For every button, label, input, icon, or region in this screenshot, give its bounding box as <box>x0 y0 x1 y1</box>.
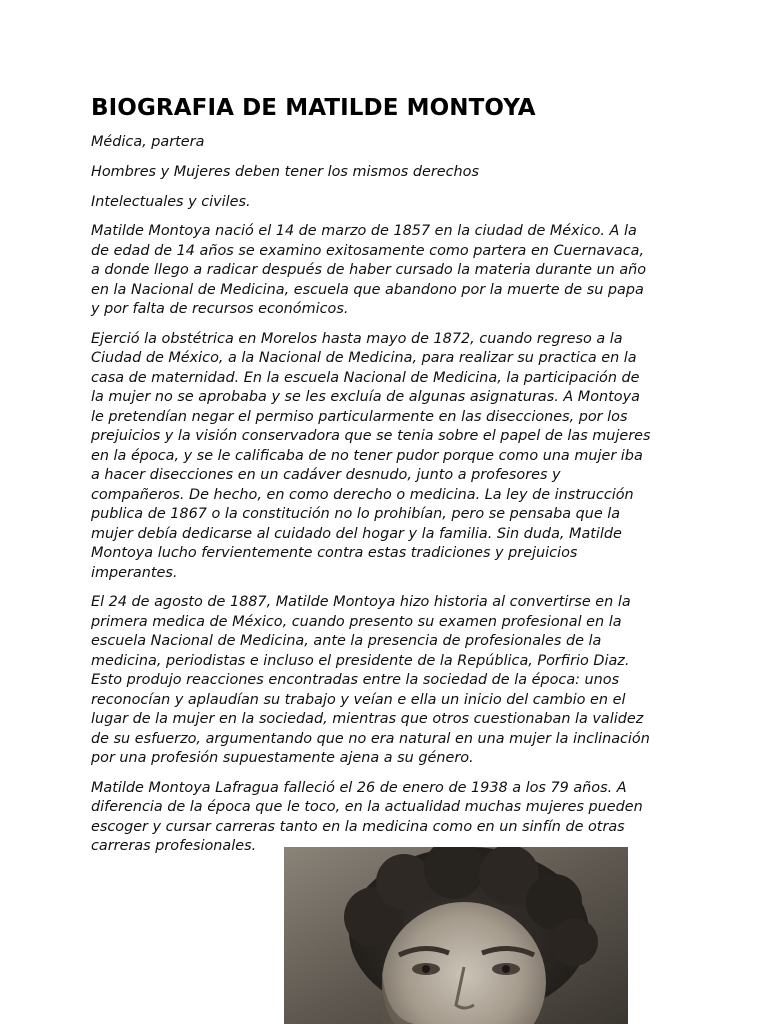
text-line: en la época, y se le calificaba de no tener pudor porque como una mujer iba <box>91 447 643 464</box>
text-line: Matilde Montoya Lafragua falleció el 26 de enero de 1938 a los 79 años. A <box>91 779 627 796</box>
text-line: publica de 1867 o la constitución no lo prohibían, pero se pensaba que la <box>91 506 621 522</box>
text-line: prejuicios y la visión conservadora que se tenia sobre el papel de las mujeres <box>91 428 651 444</box>
text-line: en la Nacional de Medicina, escuela que abandono por la muerte de su papa <box>91 281 644 298</box>
text-line: diferencia de la época que le toco, en la actualidad muchas mujeres pueden <box>91 799 643 815</box>
text-line: casa de maternidad. En la escuela Nacional de Medicina, la participación de <box>91 369 640 386</box>
text-line: carreras profesionales. <box>91 838 257 854</box>
text-line: lugar de la mujer en la sociedad, mientras que otros cuestionaban la validez <box>91 711 644 727</box>
text-line: medicina, periodistas e incluso el presidente de la República, Porfirio Diaz. <box>91 652 630 669</box>
document-body <box>91 92 681 867</box>
text-line: de su esfuerzo, argumentando que no era natural en una mujer la inclinación <box>91 730 650 747</box>
text-line: compañeros. De hecho, en como derecho o medicina. La ley de instrucción <box>91 486 634 503</box>
text-line: escoger y cursar carreras tanto en la medicina como en un sinfín de otras <box>91 818 625 835</box>
paragraph-birth <box>91 222 681 320</box>
text-line: Montoya lucho fervientemente contra estas tradiciones y prejuicios <box>91 545 578 561</box>
subtitle-line: Intelectuales y civiles. <box>91 194 251 210</box>
text-line: Ejerció la obstétrica en Morelos hasta mayo de 1872, cuando regreso a la <box>91 330 623 347</box>
paragraph-graduation <box>91 593 681 769</box>
text-line: y por falta de recursos económicos. <box>91 301 349 317</box>
text-line: la mujer no se aprobaba y se les excluía de algunas asignaturas. A Montoya <box>91 389 640 405</box>
page-title: BIOGRAFIA DE MATILDE MONTOYA <box>91 95 536 121</box>
text-line: a hacer disecciones en un cadáver desnudo, junto a profesores y <box>91 467 561 483</box>
paragraph-career <box>91 330 681 584</box>
text-line: El 24 de agosto de 1887, Matilde Montoya hizo historia al convertirse en la <box>91 594 631 610</box>
text-line: Esto produjo reacciones encontradas entre la sociedad de la época: unos <box>91 672 620 688</box>
text-line: a donde llego a radicar después de haber cursado la materia durante un año <box>91 262 647 278</box>
portrait-photo-image <box>284 847 628 1024</box>
paragraph-death <box>91 779 681 857</box>
subtitle-line: Hombres y Mujeres deben tener los mismos derechos <box>91 164 479 180</box>
subtitle-line: Médica, partera <box>91 134 205 150</box>
text-line: reconocían y aplaudían su trabajo y veían e ella un inicio del cambio en el <box>91 691 626 708</box>
text-line: mujer debía dedicarse al cuidado del hogar y la familia. Sin duda, Matilde <box>91 525 622 542</box>
text-line: por una profesión supuestamente ajena a su género. <box>91 750 474 766</box>
text-line: de edad de 14 años se examino exitosamente como partera en Cuernavaca, <box>91 242 645 259</box>
portrait-photo <box>284 847 628 1024</box>
text-line: primera medica de México, cuando presento su examen profesional en la <box>91 613 622 630</box>
text-line: Matilde Montoya nació el 14 de marzo de 1857 en la ciudad de México. A la <box>91 223 637 239</box>
text-line: escuela Nacional de Medicina, ante la presencia de profesionales de la <box>91 633 602 649</box>
text-line: Ciudad de México, a la Nacional de Medicina, para realizar su practica en la <box>91 350 637 366</box>
text-line: le pretendían negar el permiso particularmente en las disecciones, por los <box>91 408 628 425</box>
text-line: imperantes. <box>91 564 178 581</box>
